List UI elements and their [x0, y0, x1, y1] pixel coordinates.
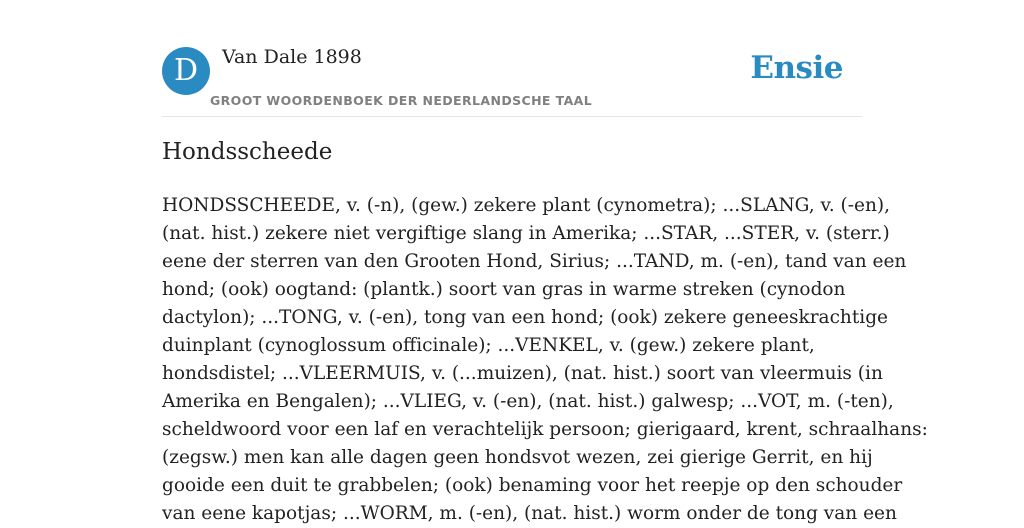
- definition-line: scheldwoord voor een laf en verachtelijk persoon; gierigaard, krent, schraalhans:: [162, 419, 928, 440]
- dictionary-header: [162, 46, 862, 117]
- definition-line: van eene kapotjas; ...WORM, m. (-en), (nat. hist.) worm onder de tong van een: [162, 503, 897, 524]
- ensie-brand-logo[interactable]: Ensie: [750, 50, 843, 86]
- definition-line: HONDSSCHEEDE, v. (-n), (gew.) zekere plant (cynometra); ...SLANG, v. (-en),: [162, 195, 890, 216]
- dictionary-logo-avatar[interactable]: D: [162, 47, 210, 95]
- dictionary-subtitle: GROOT WOORDENBOEK DER NEDERLANDSCHE TAAL: [210, 93, 593, 108]
- definition-line: Amerika en Bengalen); ...VLIEG, v. (-en), (nat. hist.) galwesp; ...VOT, m. (-ten),: [162, 391, 894, 412]
- definition-line: hond; (ook) oogtand: (plantk.) soort van gras in warme streken (cynodon: [162, 279, 846, 300]
- definition-line: gooide een duit te grabbelen; (ook) benaming voor het reepje op den schouder: [162, 475, 903, 496]
- definition-line: dactylon); ...TONG, v. (-en), tong van een hond; (ook) zekere geneeskrachtige: [162, 307, 888, 328]
- definition-line: hondsdistel; ...VLEERMUIS, v. (...muizen), (nat. hist.) soort van vleermuis (in: [162, 363, 883, 384]
- entry-definition: [162, 192, 928, 528]
- definition-line: eene der sterren van den Grooten Hond, Sirius; ...TAND, m. (-en), tand van een: [162, 251, 907, 272]
- entry-title: Hondsscheede: [162, 139, 333, 165]
- definition-line: duinplant (cynoglossum officinale); ...VENKEL, v. (gew.) zekere plant,: [162, 335, 815, 356]
- definition-line: (nat. hist.) zekere niet vergiftige slang in Amerika; ...STAR, ...STER, v. (sterr.): [162, 223, 890, 244]
- definition-line: (zegsw.) men kan alle dagen geen hondsvot wezen, zei gierige Gerrit, en hij: [162, 447, 873, 468]
- dictionary-title[interactable]: Van Dale 1898: [222, 46, 362, 68]
